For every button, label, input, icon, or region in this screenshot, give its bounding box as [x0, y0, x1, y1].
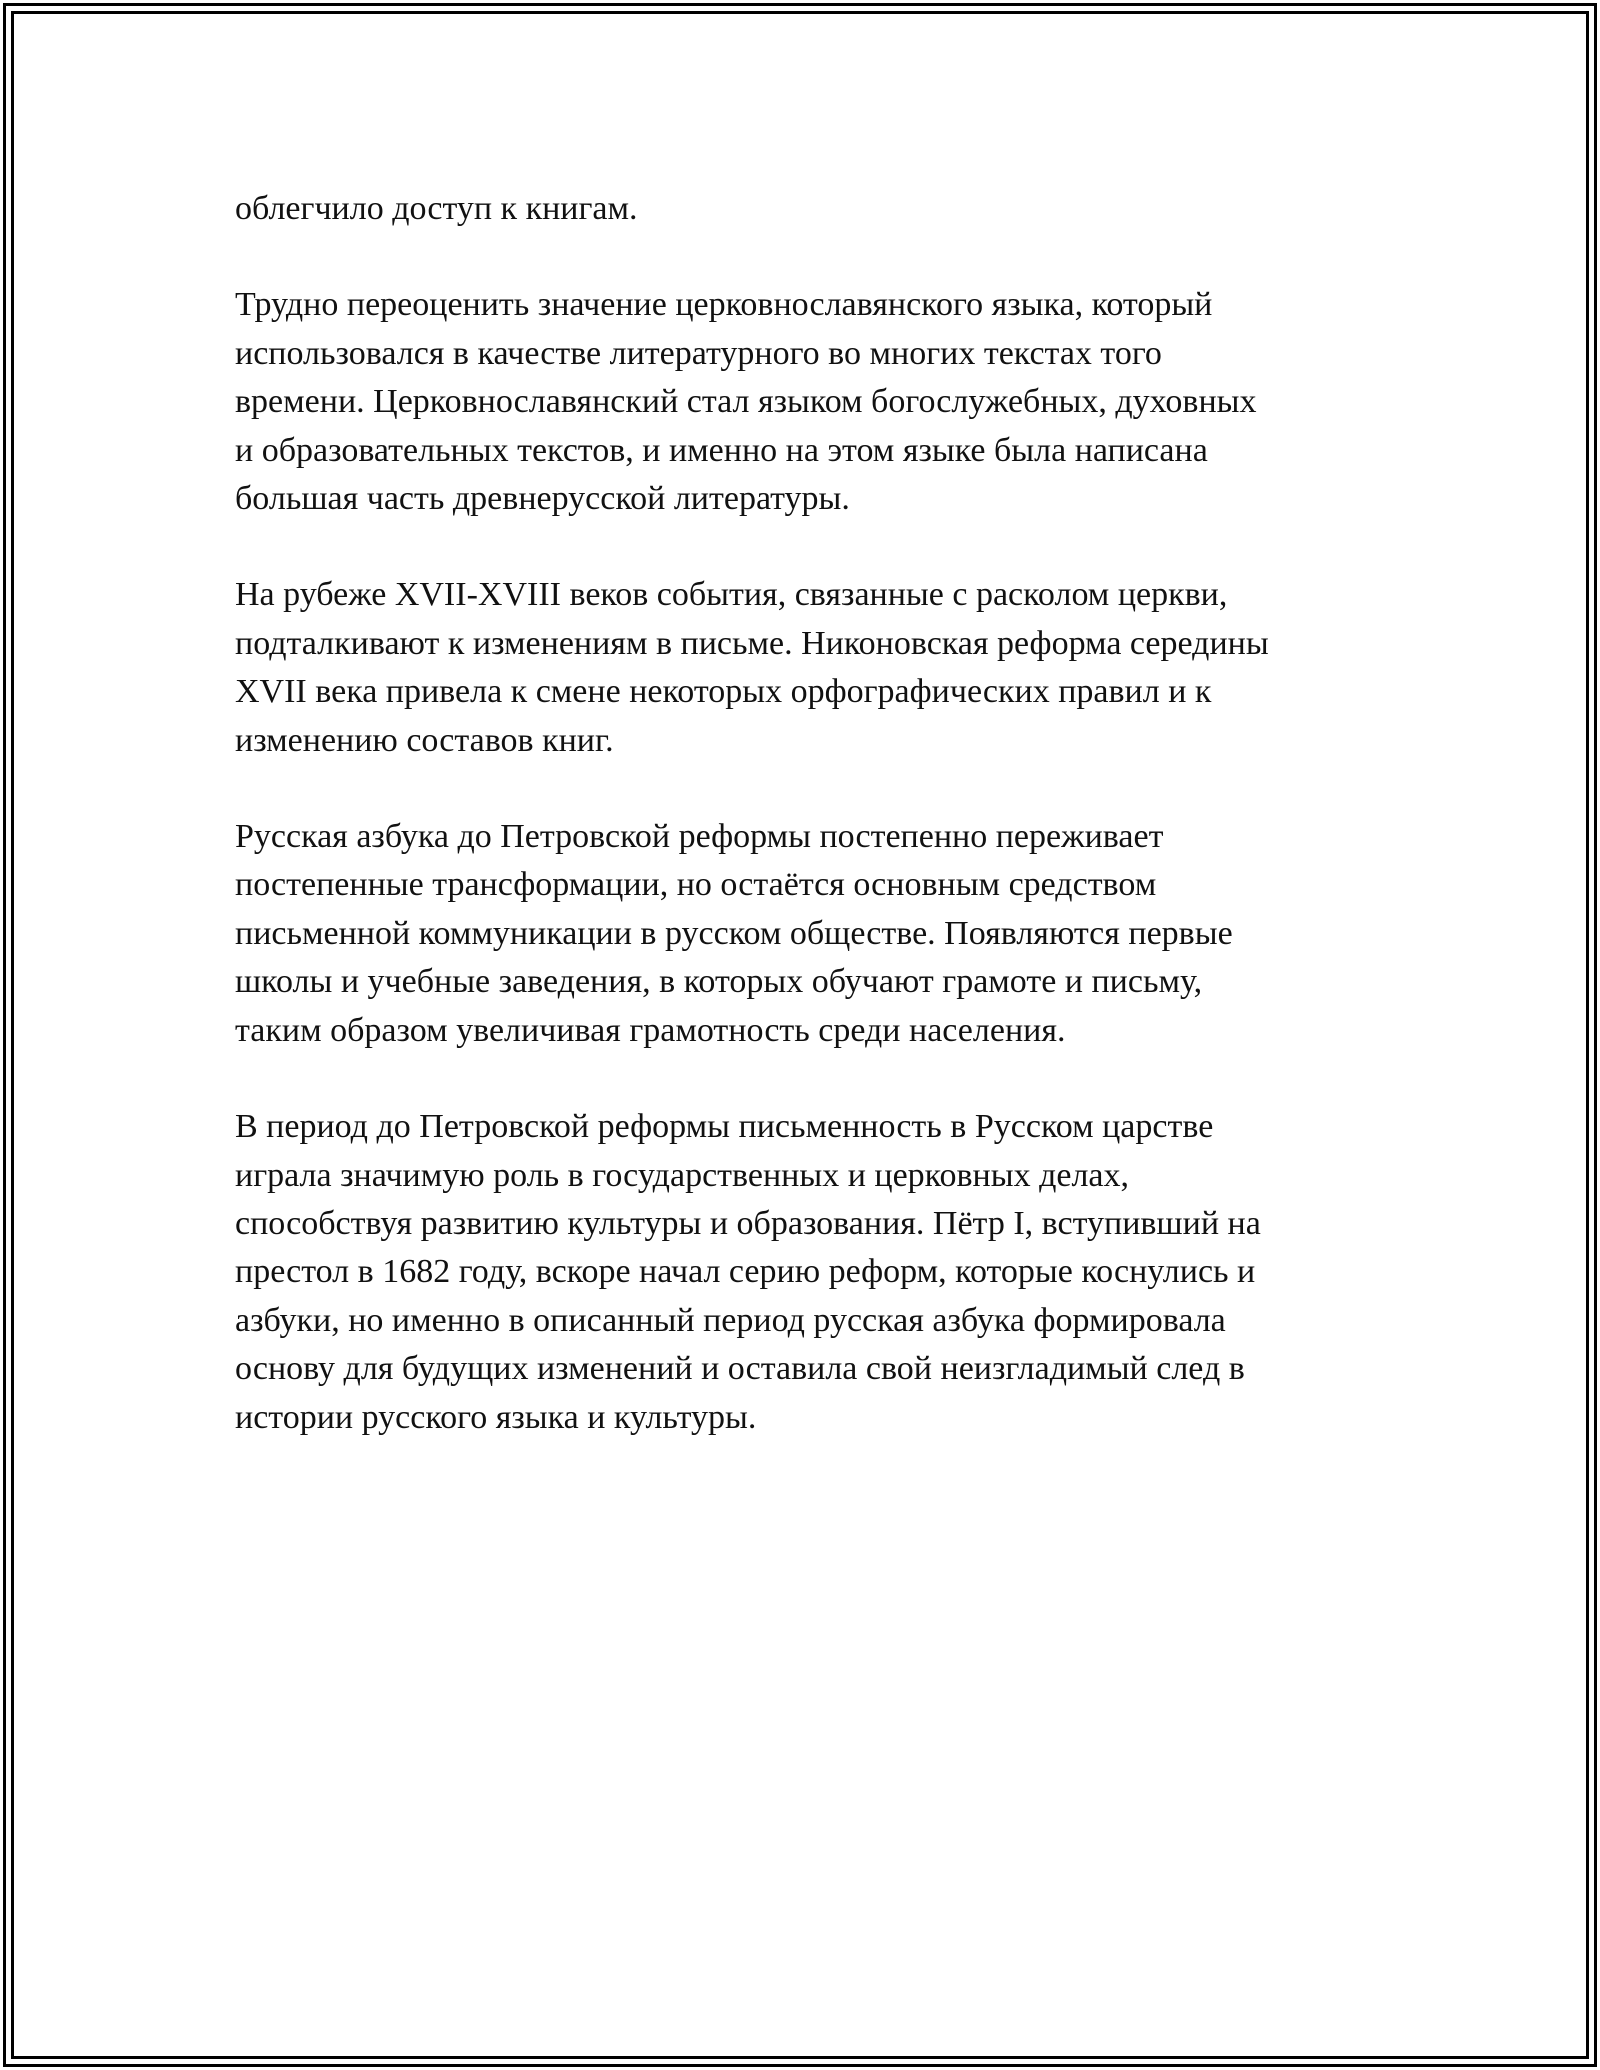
- paragraph-2: Трудно переоценить значение церковнославянского языка, который использовался в качестве литературного во многих текстах того времени. Церковнославянский стал языком богослужебных, духовных и образовательных текстов, и именно на этом языке была написана большая часть древнерусской литературы.: [235, 286, 1257, 518]
- paragraph-4: Русская азбука до Петровской реформы постепенно переживает постепенные трансформации, но остаётся основным средством письменной коммуникации в русском обществе. Появляются первые школы и учебные заведения, в которых обучают грамоте и письму, таким образом увеличивая грамотность среди населения.: [235, 818, 1233, 1049]
- paragraph-3: На рубеже XVII-XVIII веков события, связанные с расколом церкви, подталкивают к изменениям в письме. Никоновская реформа середины XVII века привела к смене некоторых орфографических правил и к изменению составов книг.: [235, 576, 1269, 759]
- document-body: [235, 185, 1385, 1490]
- paragraph-1: облегчило доступ к книгам.: [235, 190, 638, 227]
- paragraph-5: В период до Петровской реформы письменность в Русском царстве играла значимую роль в государственных и церковных делах, способствуя развитию культуры и образования. Пётр I, вступивший на престол в 1682 году, вскоре начал серию реформ, которые коснулись и азбуки, но именно в описанный период русская азбука формировала основу для будущих изменений и оставила свой неизгладимый след в истории русского языка и культуры.: [235, 1108, 1261, 1436]
